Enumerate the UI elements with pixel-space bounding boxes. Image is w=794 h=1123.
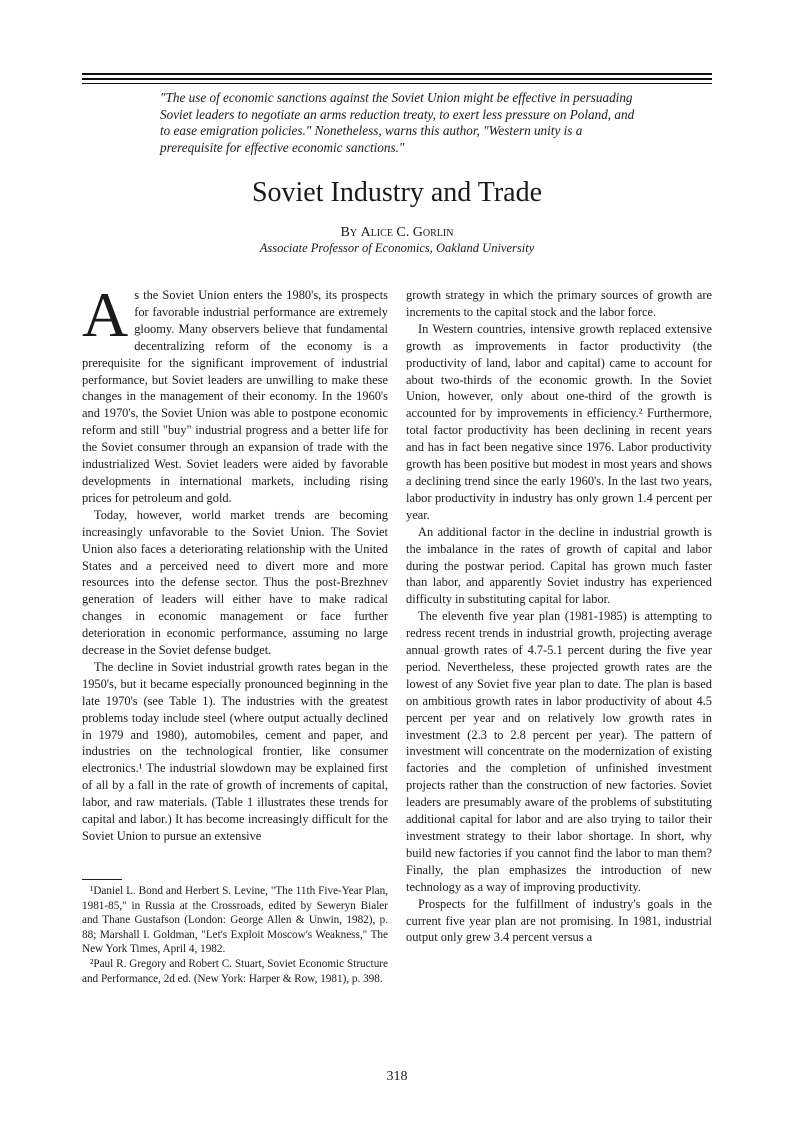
footnote-rule (82, 879, 122, 880)
author-name: Alice C. Gorlin (360, 225, 454, 240)
paragraph (82, 279, 388, 507)
paragraph: The eleventh five year plan (1981-1985) is attempting to redress recent trends in industrial growth, projecting average annual growth rates of 4.7-5.1 percent during the five year period. Nevertheless, these projected growth rates are the lowest of any Soviet five year plan to date. The plan is based on ambitious growth rates in labor productivity of about 4.5 percent per year and on relatively low growth rates in investment (2.3 to 2.8 percent per year). The pattern of investment will concentrate on the modernization of existing factories and the completion of unfinished investment projects rather than the construction of new factories. Soviet leaders are presumably aware of the problems of substituting additional capital for labor and are also trying to tailor their investment strategy to their labor shortage. In short, why build new factories if you cannot find the labor to man them? Finally, the plan emphasizes the introduction of new technology as a way of improving productivity. (406, 609, 712, 894)
paragraph: In Western countries, intensive growth replaced extensive growth as improvements in factor productivity (the productivity of land, labor and capital) came to account for about two-thirds of the economic growth. In the Soviet Union, however, only about one-third of the growth is accounted for by improvements in efficiency.² Furthermore, total factor productivity has been declining in recent years and has in fact been negative since 1976. Labor productivity growth has been positive but modest in most years and shows a declining trend since the early 1960's. In the last two years, labor productivity in industry has only grown 1.4 percent per year. (406, 321, 712, 522)
footnotes (82, 884, 388, 986)
footnote: ¹Daniel L. Bond and Herbert S. Levine, "The 11th Five-Year Plan, 1981-85," in Russia at the Crossroads, edited by Seweryn Bialer and Thane Gustafson (London: George Allen & Unwin, 1982), p. 88; Marshall I. Goldman, "Let's Exploit Moscow's Weakness," The New York Times, April 4, 1982. (82, 885, 388, 956)
epigraph: "The use of economic sanctions against the Soviet Union might be effective in persuading Soviet leaders to negotiate an arms reduction treaty, to exert less pressure on Poland, and to ease emigration policies." Nonetheless, warns this author, "Western unity is a prerequisite for effective economic sanctions." (160, 90, 635, 155)
article-title: Soviet Industry and Trade (251, 177, 543, 208)
paragraph: growth strategy in which the primary sources of growth are increments to the capital stock and the labor force. (406, 288, 712, 319)
page-number: 318 (386, 1069, 408, 1084)
body-column-right (406, 287, 712, 946)
paragraph: An additional factor in the decline in industrial growth is the imbalance in the rates of growth of capital and labor during the postwar period. Capital has grown much faster than labor, and apparently Soviet industry has experienced difficulty in substituting capital for labor. (406, 524, 712, 607)
paragraph-text: s the Soviet Union enters the 1980's, its prospects for favorable industrial performance are extremely gloomy. Many observers believe that fundamental decentralizing reform of the economy is a prerequisite for the significant improvement of industrial performance, but Soviet leaders are unwilling to make these changes in the management of their economy. In the 1960's and 1970's, the Soviet Union was able to postpone economic reform and still "buy" industrial progress and a better life for the Soviet consumer through an expansion of trade with the industrialized West. Soviet leaders were aided by favorable developments in international markets, including rising prices for petroleum and gold. (82, 288, 388, 505)
footnote: ²Paul R. Gregory and Robert C. Stuart, Soviet Economic Structure and Performance, 2d ed. (New York: Harper & Row, 1981), p. 398. (82, 957, 388, 985)
paragraph: The decline in Soviet industrial growth rates began in the 1950's, but it became especially pronounced beginning in the late 1970's (see Table 1). The industries with the greatest problems today include steel (where output actually declined in 1979 and 1980), automobiles, cement and paper, and industries on the technological frontier, like consumer electronics.¹ The industrial slowdown may be explained first of all by a fall in the rate of growth of increments of capital, labor, and raw materials. (Table 1 illustrates these trends for capital and labor.) It has become increasingly difficult for the Soviet Union to pursue an extensive (82, 659, 388, 843)
header-rule-top (82, 73, 712, 75)
paragraph: Today, however, world market trends are becoming increasingly unfavorable to the Soviet Union. The Soviet Union also faces a deteriorating relationship with the United States and a perceived need to divert more and more resources into the defense sector. Thus the post-Brezhnev generation of leaders will either have to make radical changes in economic management or face further deterioration in economic performance, assuming no large decrease in the Soviet defense budget. (82, 507, 388, 658)
paragraph: Prospects for the fulfillment of industry's goals in the current five year plan are not promising. In 1981, industrial output only grew 3.4 percent versus a (406, 896, 712, 945)
header-rule-bottom (82, 83, 712, 84)
byline-prefix: By (340, 225, 358, 240)
drop-cap: A (82, 279, 129, 350)
author-affiliation: Associate Professor of Economics, Oakland University (259, 241, 535, 255)
body-column-left (82, 279, 388, 845)
header-rule-middle (82, 78, 712, 80)
